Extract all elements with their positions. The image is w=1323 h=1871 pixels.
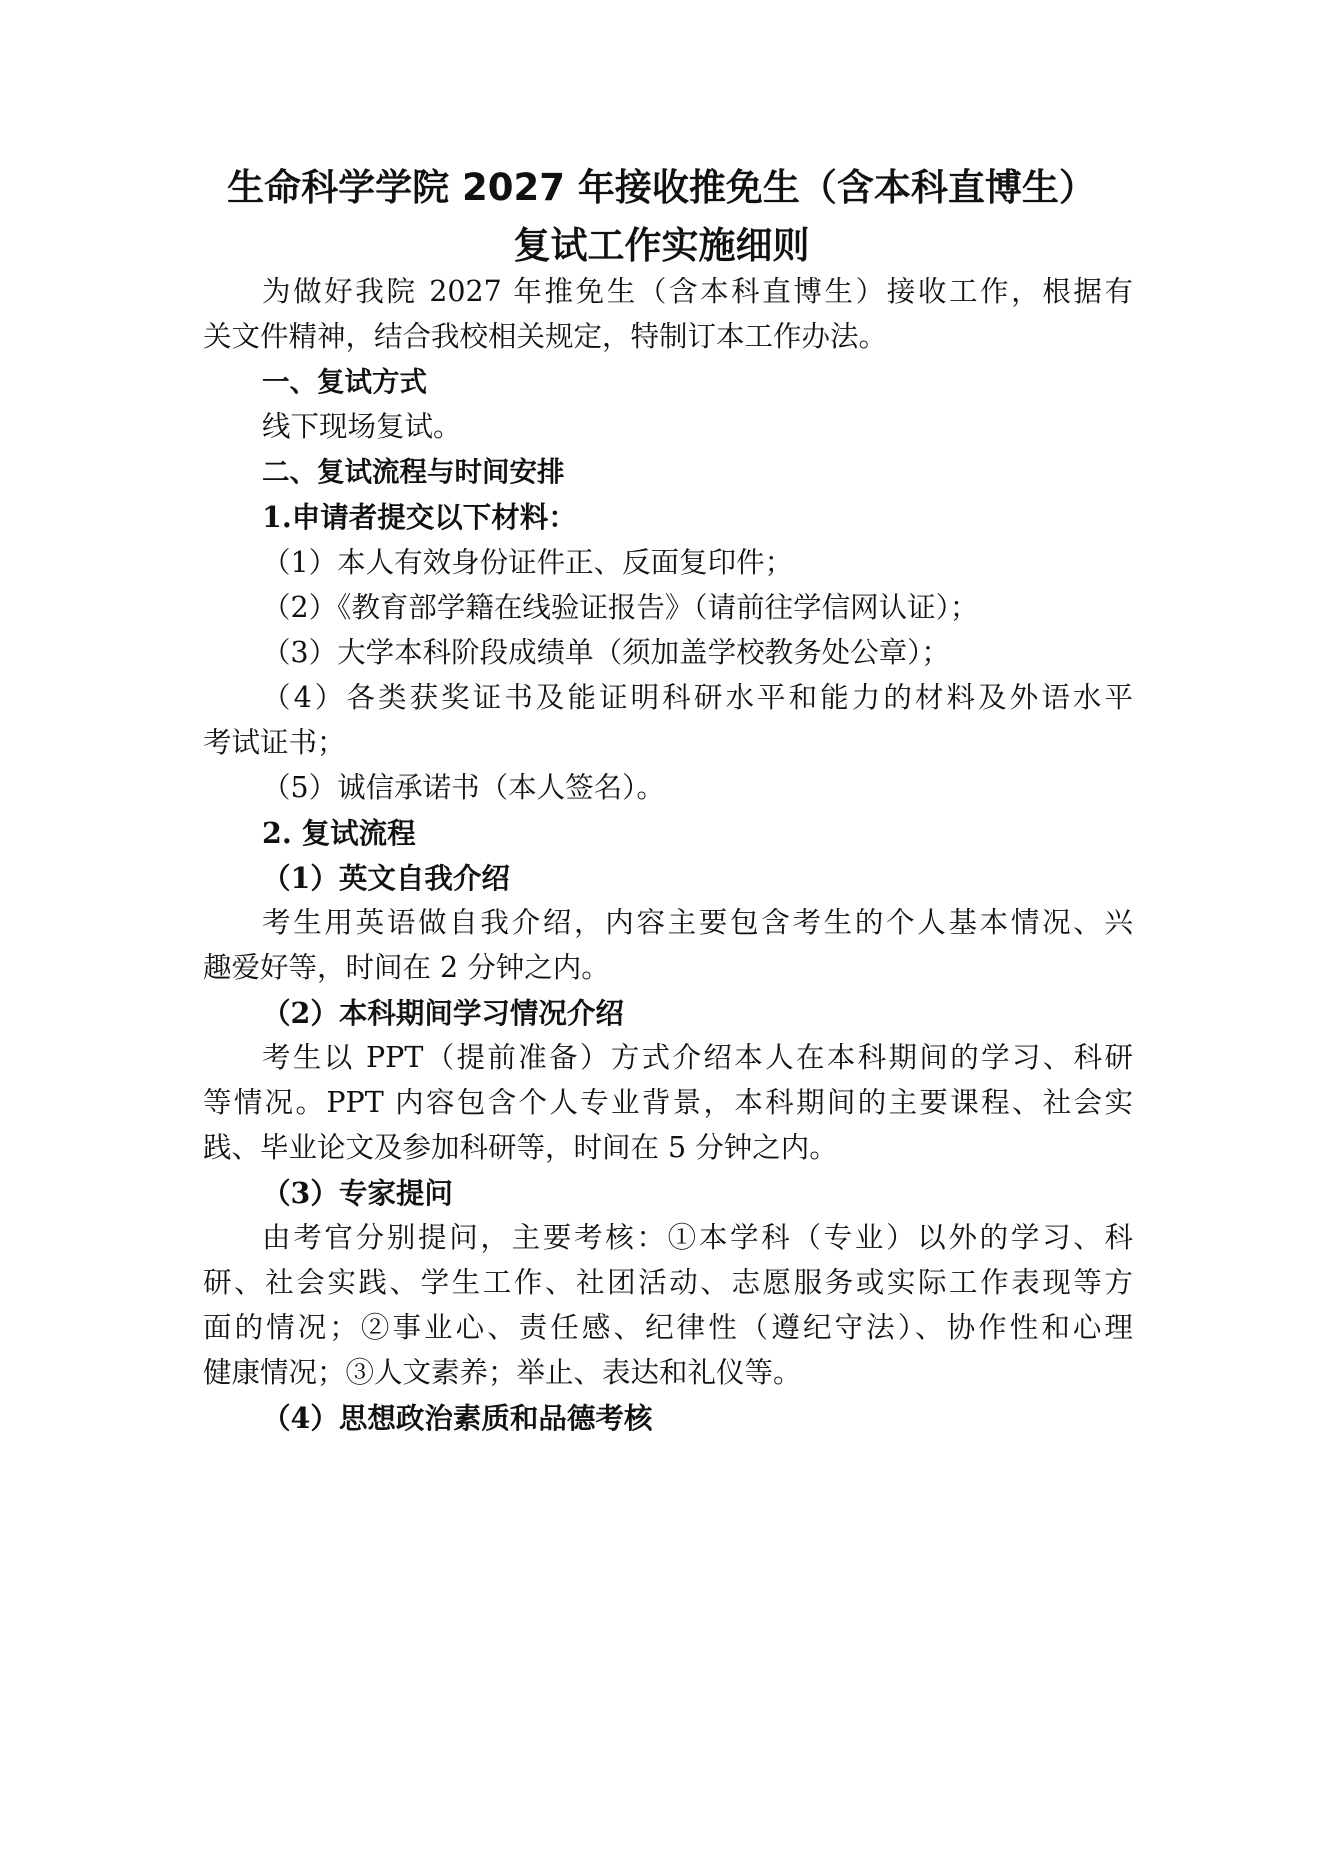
material-item-3: （3）大学本科阶段成绩单（须加盖学校教务处公章）； [262,636,950,669]
step3-line4: 健康情况；③人文素养；举止、表达和礼仪等。 [203,1356,802,1389]
materials-heading: 1.申请者提交以下材料： [262,500,577,534]
material-item-4: （4）各类获奖证书及能证明科研水平和能力的材料及外语水平 [262,681,1133,714]
step3-line3: 面的情况；②事业心、责任感、纪律性（遵纪守法）、协作性和心理 [203,1311,1133,1344]
step2-line1: 考生以 PPT（提前准备）方式介绍本人在本科期间的学习、科研 [262,1041,1133,1074]
process-heading: 2. 复试流程 [262,816,416,850]
intro-line2: 关文件精神，结合我校相关规定，特制订本工作办法。 [203,320,888,353]
document-title-line1: 生命科学学院 2027 年接收推免生（含本科直博生） [227,166,1096,209]
intro-line1: 为做好我院 2027 年推免生（含本科直博生）接收工作，根据有 [262,275,1133,308]
material-item-1: （1）本人有效身份证件正、反面复印件； [262,546,794,579]
step1-line1: 考生用英语做自我介绍，内容主要包含考生的个人基本情况、兴 [262,906,1133,939]
material-item-5: （5）诚信承诺书（本人签名）。 [262,771,665,804]
step1-line2: 趣爱好等，时间在 2 分钟之内。 [203,951,610,984]
material-item-2: （2）《教育部学籍在线验证报告》（请前往学信网认证）； [262,591,979,624]
step3-line2: 研、社会实践、学生工作、社团活动、志愿服务或实际工作表现等方 [203,1266,1133,1299]
step2-heading: （2）本科期间学习情况介绍 [262,996,624,1030]
step3-heading: （3）专家提问 [262,1176,453,1210]
step3-line1: 由考官分别提问，主要考核：①本学科（专业）以外的学习、科 [262,1221,1133,1254]
section1-heading: 一、复试方式 [262,366,427,398]
step4-heading: （4）思想政治素质和品德考核 [262,1401,653,1435]
step2-line2: 等情况。PPT 内容包含个人专业背景，本科期间的主要课程、社会实 [203,1086,1133,1119]
document-title-line2: 复试工作实施细则 [513,224,810,267]
material-item-4-cont: 考试证书； [203,726,346,759]
section2-heading: 二、复试流程与时间安排 [262,456,565,488]
step1-heading: （1）英文自我介绍 [262,861,510,895]
step2-line3: 践、毕业论文及参加科研等，时间在 5 分钟之内。 [203,1131,838,1164]
section1-text: 线下现场复试。 [262,410,462,443]
